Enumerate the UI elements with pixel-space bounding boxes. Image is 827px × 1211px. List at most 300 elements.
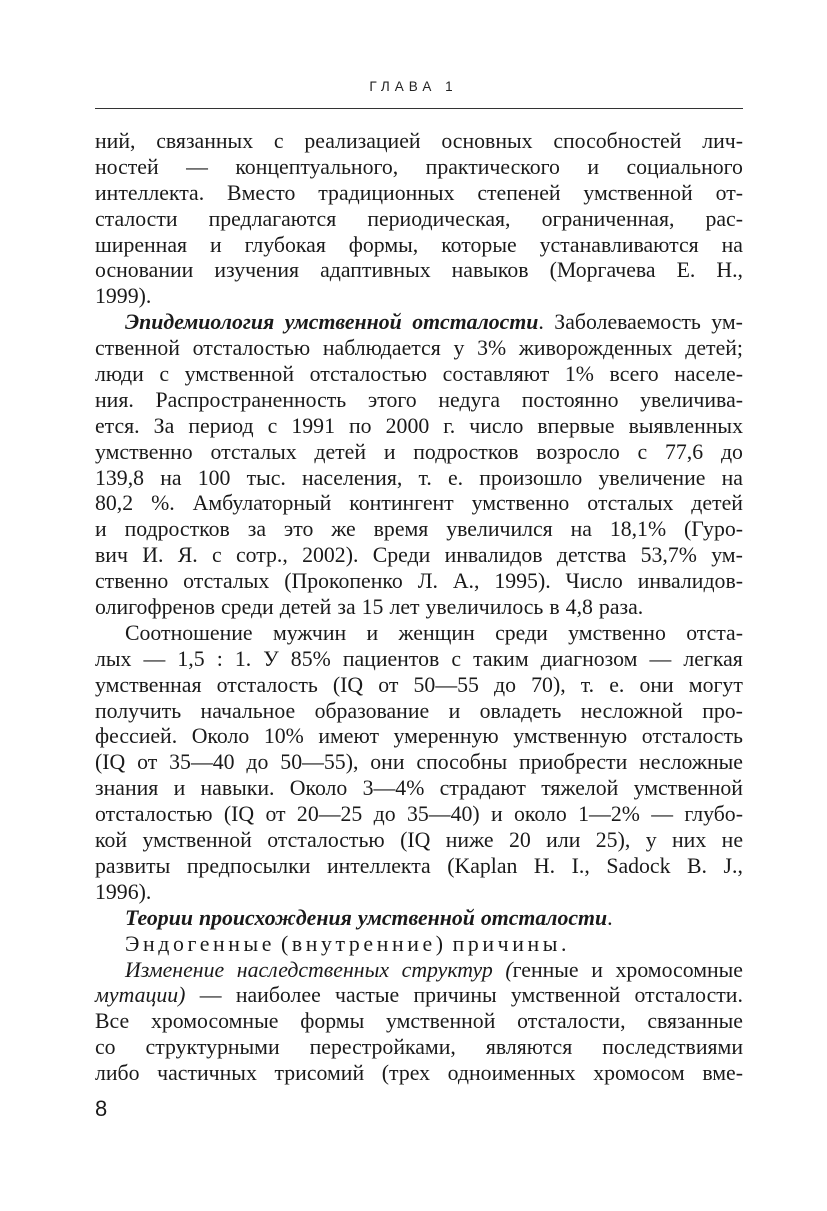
word: периодическая,: [367, 206, 511, 231]
word: причины: [413, 983, 497, 1008]
word: на: [570, 517, 592, 542]
word: на: [721, 465, 743, 490]
text-line: [95, 233, 743, 259]
text-line: [95, 750, 743, 776]
word: основных: [441, 129, 533, 153]
word: ственно: [95, 569, 169, 594]
word: населе-: [674, 362, 743, 387]
word: и: [366, 620, 379, 645]
word: Эндогенные: [125, 931, 276, 956]
word: одноименных: [447, 1061, 576, 1086]
word: У: [263, 646, 279, 671]
word: образование: [314, 698, 430, 723]
word: число: [469, 413, 524, 438]
word: умственная: [95, 672, 202, 697]
word: за: [247, 517, 266, 542]
word: 15: [361, 595, 384, 620]
word: наблюдается: [322, 336, 441, 361]
word: до: [720, 439, 743, 464]
word: лич-: [702, 129, 743, 153]
word: хромосомные: [150, 1009, 279, 1034]
word: г.: [443, 413, 456, 438]
word: 70),: [531, 672, 566, 697]
word: время: [373, 517, 429, 542]
text-line: [95, 1035, 743, 1061]
word: умственной: [633, 776, 743, 801]
word: .: [607, 905, 613, 930]
word: умственной: [386, 1009, 496, 1034]
word: отсталости.: [634, 983, 743, 1008]
word: рас-: [705, 206, 743, 231]
word: 20: [508, 828, 531, 853]
text-line: [95, 958, 743, 984]
word: это: [283, 517, 314, 542]
text-line: [95, 932, 743, 958]
text-line: [95, 543, 743, 569]
word: контингент: [349, 491, 454, 516]
word: умственной: [583, 180, 693, 205]
word: навыки.: [200, 776, 275, 801]
word: развиты: [95, 853, 171, 878]
word: ограниченная,: [541, 206, 675, 231]
text-line: [95, 621, 743, 647]
word: перестройками,: [309, 1035, 456, 1060]
word: получить: [95, 698, 182, 723]
word: —: [186, 154, 208, 179]
text-line: [95, 802, 743, 828]
text-line: [95, 854, 743, 880]
text-line: [95, 983, 743, 1009]
word: глубо-: [684, 802, 743, 827]
word: отсталых: [183, 569, 270, 594]
word: с: [637, 439, 648, 464]
word: диагнозом: [540, 646, 638, 671]
text-line: [95, 181, 743, 207]
word: у: [453, 336, 465, 361]
word: 1—2%: [578, 802, 640, 827]
word: отсталых: [210, 439, 297, 464]
word: и: [491, 802, 503, 827]
word: Sadock: [606, 853, 671, 878]
word: е.: [447, 465, 464, 490]
word: интеллекта.: [95, 180, 205, 205]
word: формы,: [348, 232, 419, 257]
word: отста-: [686, 620, 743, 645]
text-line: [95, 258, 743, 284]
text-line: [95, 1061, 743, 1087]
word: и: [587, 154, 600, 179]
word: или: [546, 828, 581, 853]
word: страдают: [439, 776, 526, 801]
word: от: [265, 802, 286, 827]
word: до: [246, 750, 269, 775]
word: Л.: [417, 569, 438, 594]
word: приобрести: [519, 750, 628, 775]
word: 18,1%: [609, 517, 667, 542]
word: Среди: [372, 543, 431, 568]
word: —: [651, 802, 674, 827]
word: которые: [441, 232, 517, 257]
word: ния.: [95, 387, 134, 412]
word: с: [159, 362, 170, 387]
word: могут: [688, 672, 743, 697]
word: живорожденных: [518, 336, 673, 361]
word: тяжелой: [541, 776, 619, 801]
word: 1995).: [494, 569, 551, 594]
text-line: [95, 491, 743, 517]
word: ниже: [445, 828, 494, 853]
word: начальное: [200, 698, 296, 723]
word: предпосылки: [186, 853, 311, 878]
word: умственной: [284, 310, 402, 335]
word: мужчин: [272, 620, 347, 645]
word: 1991: [291, 413, 335, 438]
text-line: [95, 155, 743, 181]
text-line: [95, 336, 743, 362]
word: отсталостью: [95, 802, 213, 827]
word: —: [143, 646, 166, 671]
word: происхождения: [198, 905, 352, 930]
word: J.,: [723, 853, 743, 878]
word: связанные: [647, 1009, 743, 1034]
word: 50—55),: [280, 750, 359, 775]
word: 85%: [290, 646, 331, 671]
word: от-: [715, 180, 743, 205]
word: либо: [95, 1061, 140, 1086]
word: кой: [95, 828, 128, 853]
running-head: ГЛАВА 1: [369, 79, 458, 94]
word: основании: [95, 258, 194, 283]
word: структурными: [145, 1035, 280, 1060]
word: инвалидов: [444, 543, 543, 568]
word: 1999).: [95, 284, 152, 309]
word: адаптивных: [320, 258, 431, 283]
word: степеней: [477, 180, 561, 205]
word: (внутренние): [281, 931, 447, 956]
word: на: [160, 465, 182, 490]
word: сотр.,: [235, 543, 288, 568]
word: —: [649, 646, 672, 671]
word: B.: [687, 853, 708, 878]
word: I.,: [571, 853, 590, 878]
word: отсталость: [641, 724, 743, 749]
word: т.: [418, 465, 432, 490]
word: олигофренов: [95, 595, 215, 620]
word: ется.: [95, 413, 140, 438]
word: А.,: [452, 569, 480, 594]
word: 35—40): [407, 802, 480, 827]
word: с: [267, 413, 278, 438]
word: отсталостью: [192, 336, 311, 361]
word: тыс.: [246, 465, 286, 490]
word: ний,: [95, 129, 136, 153]
word: от: [137, 750, 158, 775]
word: произошло: [479, 465, 583, 490]
word: 1,5: [177, 646, 205, 671]
word: детей: [314, 439, 367, 464]
text-line: [95, 828, 743, 854]
word: концептуального,: [235, 154, 399, 179]
word: хромосомные: [615, 957, 743, 982]
word: и: [448, 698, 461, 723]
word: Распространенность: [155, 387, 347, 412]
text-line: [95, 440, 743, 466]
word: Все: [95, 1009, 130, 1034]
word: е.: [609, 672, 625, 697]
word: отсталых: [587, 491, 674, 516]
word: инвалидов-: [637, 569, 743, 594]
text-line: [95, 517, 743, 543]
word: Эпидемиология: [125, 310, 275, 335]
word: и: [383, 439, 396, 464]
word-group: [505, 958, 578, 984]
word: ственной: [95, 336, 180, 361]
word: (IQ: [95, 750, 126, 775]
word-group: [412, 310, 544, 336]
word: 100: [197, 465, 231, 490]
word: отсталости: [480, 905, 608, 930]
text-line: [95, 699, 743, 725]
word: по: [349, 413, 372, 438]
word: сталости: [95, 206, 178, 231]
word: Я.: [177, 543, 198, 568]
text-line: [95, 362, 743, 388]
word: увеличился: [446, 517, 553, 542]
word: вич: [95, 543, 128, 568]
word: в: [549, 595, 560, 620]
word-group: [481, 906, 613, 932]
word: практического: [425, 154, 560, 179]
word: наиболее: [235, 983, 321, 1008]
word: с: [211, 543, 222, 568]
word: 2000: [385, 413, 430, 438]
word: (Прокопенко: [284, 569, 403, 594]
word: среди: [495, 620, 548, 645]
text-line: [95, 466, 743, 492]
word: формы: [300, 1009, 365, 1034]
word: традиционных: [318, 180, 455, 205]
word: 1996).: [95, 879, 152, 904]
word: отсталости: [412, 310, 539, 335]
word: мутации): [95, 983, 186, 1008]
text-line: [95, 310, 743, 336]
word: умственно: [568, 620, 666, 645]
word: :: [216, 646, 223, 671]
word: интеллекта: [326, 853, 431, 878]
text-line: [95, 129, 743, 155]
word: постоянно: [521, 387, 619, 412]
text-line: [95, 724, 743, 750]
word: этого: [367, 387, 417, 412]
word: умственную: [513, 724, 628, 749]
word: лых: [95, 646, 132, 671]
word: около: [514, 802, 567, 827]
word: люди: [95, 362, 144, 387]
word: 139,8: [95, 465, 145, 490]
word: (Kaplan: [447, 853, 518, 878]
word: причины.: [452, 931, 571, 956]
word: впервые: [537, 413, 615, 438]
word: до: [494, 672, 517, 697]
word: ум-: [711, 543, 743, 568]
word: реализацией: [304, 129, 421, 153]
word: отсталостью: [309, 362, 428, 387]
word: на: [721, 232, 743, 257]
word: увеличилось: [425, 595, 544, 620]
word: 77,6: [665, 439, 704, 464]
word: легкая: [683, 646, 743, 671]
word: детей: [691, 491, 743, 516]
word: составляют: [442, 362, 550, 387]
word: вме-: [702, 1061, 743, 1086]
word: умственной: [142, 828, 252, 853]
word: навыков: [451, 258, 529, 283]
word: увеличива-: [640, 387, 743, 412]
word: со: [95, 1035, 116, 1060]
word: умственно: [95, 439, 193, 464]
word: и: [209, 232, 222, 257]
word: способны: [416, 750, 508, 775]
word: с: [451, 646, 462, 671]
word: у: [645, 828, 657, 853]
word: они: [370, 750, 405, 775]
word: 3—4%: [362, 776, 425, 801]
word: недуга: [438, 387, 501, 412]
text-line: [95, 1009, 743, 1035]
text-line: [95, 673, 743, 699]
word: ум-: [711, 310, 743, 335]
word: способностей: [553, 129, 682, 153]
word: т.: [580, 672, 595, 697]
word: лет: [389, 595, 420, 620]
word: (Гуро-: [684, 517, 743, 542]
word: генные: [512, 957, 579, 982]
word: подростков: [124, 517, 230, 542]
text-line: [95, 207, 743, 233]
word: Н.,: [716, 258, 743, 283]
word: 1.: [234, 646, 252, 671]
word: Вместо: [227, 180, 296, 205]
word: Изменение: [125, 957, 225, 982]
word: детей: [279, 595, 332, 620]
word: овладеть: [479, 698, 562, 723]
word: умеренную: [393, 724, 499, 749]
word: (IQ: [332, 672, 364, 697]
word: предлагаются: [208, 206, 337, 231]
word: 53,7%: [640, 543, 697, 568]
word: и: [95, 517, 107, 542]
text-line: [95, 595, 743, 621]
text-line: [95, 388, 743, 414]
body-text: [95, 129, 743, 1087]
word: детей;: [685, 336, 743, 361]
word: последствиями: [602, 1035, 743, 1060]
header-rule: [95, 108, 743, 109]
word: хромосом: [593, 1061, 685, 1086]
word: возросло: [536, 439, 620, 464]
text-line: [95, 284, 743, 310]
word: отсталости,: [517, 1009, 626, 1034]
word: %.: [151, 491, 175, 516]
word: подростков: [413, 439, 519, 464]
word: социального: [626, 154, 743, 179]
word: увеличение: [598, 465, 706, 490]
word: трисомий: [274, 1061, 365, 1086]
text-line: [95, 414, 743, 440]
word: наследственных: [236, 957, 390, 982]
word: с: [273, 129, 284, 153]
word: Теории: [125, 905, 193, 930]
word: (IQ: [400, 828, 431, 853]
word: фессией.: [95, 724, 178, 749]
word: отсталость: [216, 672, 318, 697]
word: изучения: [214, 258, 300, 283]
word: имеют: [318, 724, 379, 749]
word: ностей: [95, 154, 159, 179]
word: (: [505, 957, 513, 982]
word: Число: [565, 569, 623, 594]
word: женщин: [398, 620, 475, 645]
word: знания: [95, 776, 159, 801]
word: За: [153, 413, 175, 438]
word: И.: [142, 543, 164, 568]
word: 35—40: [169, 750, 235, 775]
word: период: [188, 413, 254, 438]
word: умственно: [471, 491, 570, 516]
word: среди: [221, 595, 274, 620]
word: 2002).: [302, 543, 359, 568]
word: структур: [401, 957, 493, 982]
word: устанавливаются: [539, 232, 699, 257]
word: про-: [702, 698, 743, 723]
word: и: [173, 776, 186, 801]
word: частые: [335, 983, 400, 1008]
text-line: [95, 569, 743, 595]
word: H.: [533, 853, 556, 878]
word: (трех: [381, 1061, 430, 1086]
word: связанных: [156, 129, 254, 153]
word: умственной: [184, 362, 294, 387]
word: 10%: [263, 724, 304, 749]
word: умственной: [510, 983, 621, 1008]
word: не: [721, 828, 743, 853]
word: пациентов: [342, 646, 440, 671]
word: 50—55: [413, 672, 479, 697]
word: 25),: [595, 828, 631, 853]
text-line: [95, 906, 743, 932]
word: являются: [485, 1035, 573, 1060]
word: Амбулаторный: [192, 491, 332, 516]
word: отсталостью: [267, 828, 385, 853]
word: они: [639, 672, 674, 697]
word: .: [538, 310, 544, 335]
word: и: [591, 957, 603, 982]
word: детства: [556, 543, 627, 568]
text-line: [95, 647, 743, 673]
word: (IQ: [223, 802, 255, 827]
word: Соотношение: [125, 620, 253, 645]
word: Е.: [676, 258, 696, 283]
word: до: [373, 802, 396, 827]
word: 1%: [564, 362, 594, 387]
word: же: [331, 517, 356, 542]
word: 4,8: [565, 595, 593, 620]
word: всего: [609, 362, 659, 387]
word: Около: [191, 724, 250, 749]
word: от: [378, 672, 399, 697]
word: ширенная: [95, 232, 188, 257]
text-line: [95, 776, 743, 802]
